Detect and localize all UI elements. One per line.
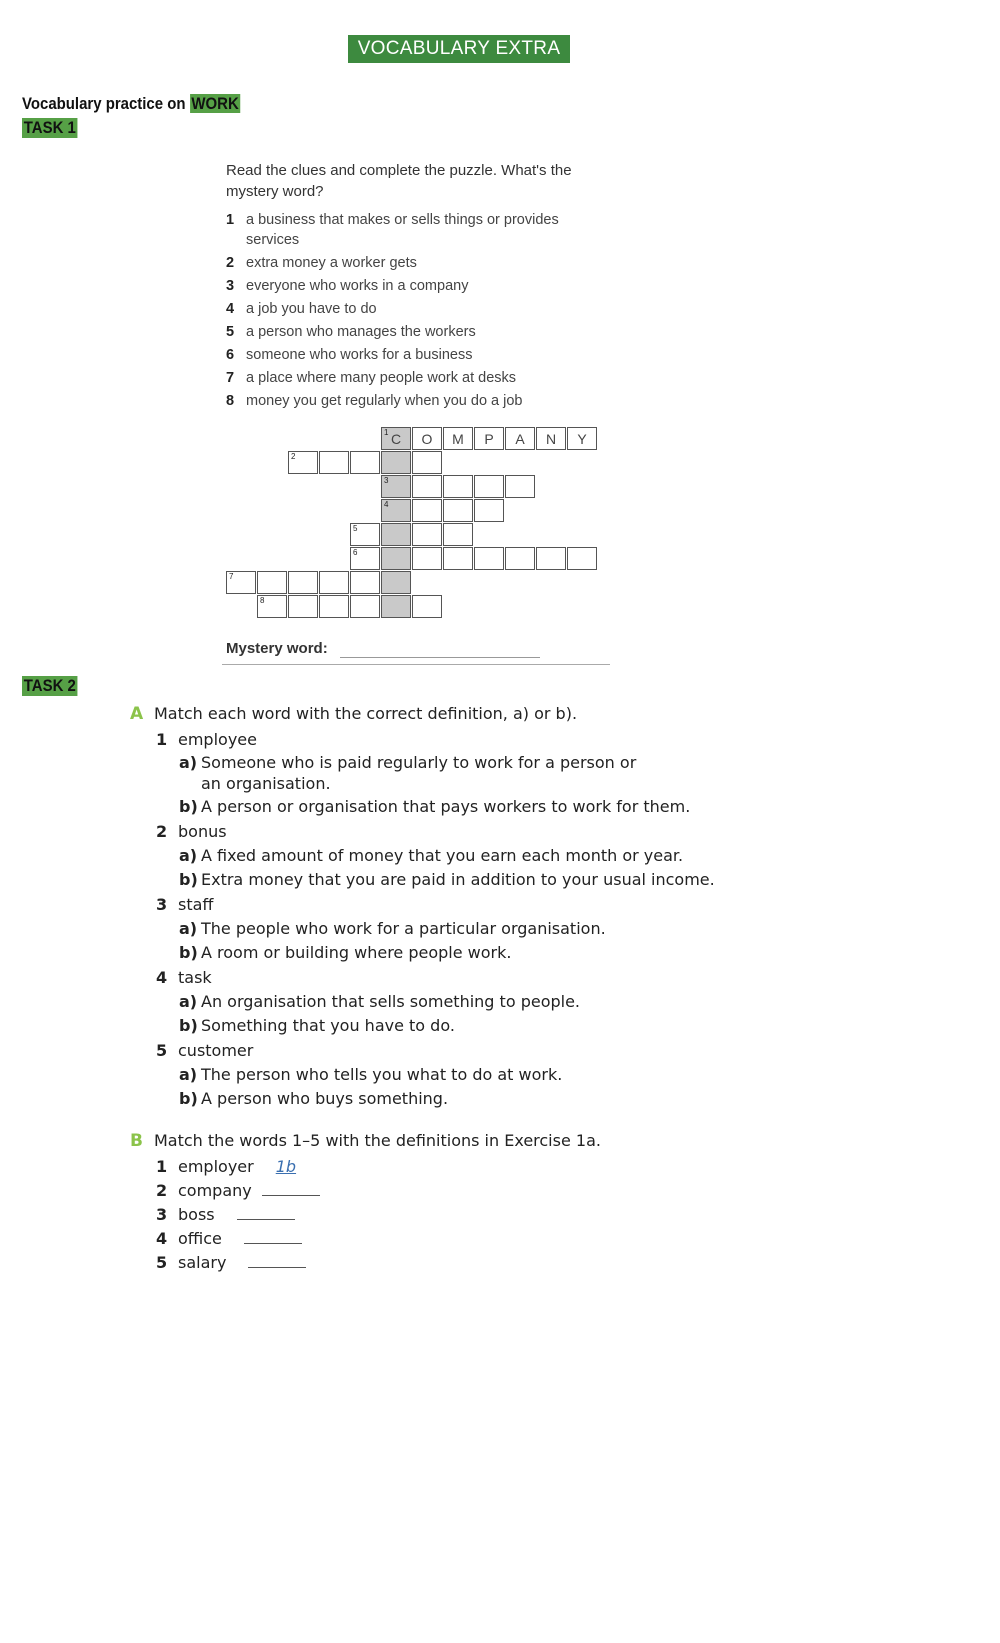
- option-label: b): [179, 870, 198, 889]
- question-number: 3: [156, 1205, 168, 1224]
- crossword-cell[interactable]: [474, 475, 504, 498]
- match-item-3: [156, 1205, 295, 1224]
- clue-text: someone who works for a business: [246, 347, 473, 363]
- crossword-cell[interactable]: [474, 547, 504, 570]
- part-b-letter: B: [130, 1131, 143, 1151]
- crossword-cell[interactable]: [381, 595, 411, 618]
- option-text: Extra money that you are paid in addition to your usual income.: [201, 870, 715, 889]
- question-3: [156, 895, 213, 914]
- question-word: task: [178, 968, 212, 987]
- crossword-cell[interactable]: [412, 547, 442, 570]
- crossword-cell[interactable]: [350, 571, 380, 594]
- crossword-cell[interactable]: [350, 547, 380, 570]
- crossword-cell[interactable]: [412, 523, 442, 546]
- puzzle-instructions: Read the clues and complete the puzzle. What's the mystery word?: [226, 162, 572, 200]
- answer-blank[interactable]: [244, 1229, 302, 1244]
- option-b[interactable]: [179, 1089, 448, 1108]
- clue-text: extra money a worker gets: [246, 255, 417, 271]
- crossword-cell[interactable]: [257, 571, 287, 594]
- crossword-cell[interactable]: [288, 595, 318, 618]
- cell-letter: P: [484, 431, 494, 447]
- question-number: 4: [156, 1229, 168, 1248]
- crossword-cell[interactable]: [474, 427, 504, 450]
- clue-8: [226, 391, 606, 411]
- question-word: customer: [178, 1041, 254, 1060]
- clue-text: a business that makes or sells things or provides services: [246, 212, 559, 248]
- crossword-cell[interactable]: [567, 547, 597, 570]
- option-a[interactable]: [179, 992, 580, 1011]
- question-word: employee: [178, 730, 257, 749]
- subtitle-prefix: Vocabulary practice on: [22, 94, 190, 113]
- clue-7: [226, 368, 606, 388]
- crossword-cell[interactable]: [412, 595, 442, 618]
- subtitle: [22, 94, 241, 114]
- question-number: 2: [156, 822, 168, 841]
- clue-number: 7: [226, 370, 235, 386]
- clue-3: [226, 276, 606, 296]
- cell-letter: A: [515, 431, 525, 447]
- clue-text: a job you have to do: [246, 301, 377, 317]
- crossword-cell[interactable]: [443, 499, 473, 522]
- crossword-cell[interactable]: [443, 547, 473, 570]
- clue-number: 2: [226, 255, 235, 271]
- cell-letter: C: [390, 431, 402, 447]
- option-b[interactable]: [179, 797, 690, 816]
- clue-2: [226, 253, 606, 273]
- crossword-cell[interactable]: [412, 451, 442, 474]
- option-text: A person who buys something.: [201, 1089, 449, 1108]
- question-number: 3: [156, 895, 168, 914]
- crossword-cell[interactable]: [319, 451, 349, 474]
- clue-text: everyone who works in a company: [246, 278, 469, 294]
- answer-blank[interactable]: [237, 1205, 295, 1220]
- clue-number-mark: 4: [384, 500, 389, 509]
- clue-number: 1: [226, 212, 235, 228]
- crossword-cell[interactable]: [412, 427, 442, 450]
- clue-number-mark: 3: [384, 476, 389, 485]
- crossword-cell[interactable]: [443, 475, 473, 498]
- task2-label: TASK 2: [23, 676, 76, 695]
- clue-number-mark: 8: [260, 596, 265, 605]
- option-label: b): [179, 1016, 198, 1035]
- clue-text: money you get regularly when you do a job: [246, 393, 523, 409]
- cell-letter: Y: [577, 431, 587, 447]
- option-text: Something that you have to do.: [201, 1016, 455, 1035]
- option-b[interactable]: [179, 1016, 455, 1035]
- cell-letter: M: [452, 431, 464, 447]
- clue-number-mark: 1: [384, 428, 389, 437]
- part-a-letter: A: [130, 704, 144, 724]
- option-text: An organisation that sells something to people.: [201, 992, 581, 1011]
- option-text: A person or organisation that pays workers to work for them.: [201, 797, 691, 816]
- question-number: 2: [156, 1181, 168, 1200]
- crossword-cell[interactable]: [412, 475, 442, 498]
- question-word: office: [178, 1229, 222, 1248]
- cell-letter: O: [421, 431, 433, 447]
- answer-blank[interactable]: [248, 1253, 306, 1268]
- clue-5: [226, 322, 606, 342]
- option-label: b): [179, 797, 198, 816]
- option-a-continued: an organisation.: [201, 774, 331, 793]
- question-word: employer: [178, 1157, 254, 1176]
- subtitle-highlight: WORK: [191, 94, 239, 113]
- crossword-cell[interactable]: [505, 427, 535, 450]
- option-a[interactable]: [179, 919, 606, 938]
- question-word: staff: [178, 895, 214, 914]
- crossword-cell[interactable]: [536, 547, 566, 570]
- mystery-word-blank[interactable]: [340, 657, 540, 658]
- match-item-4: [156, 1229, 302, 1248]
- option-text: The person who tells you what to do at work.: [201, 1065, 563, 1084]
- crossword-cell[interactable]: [319, 595, 349, 618]
- answer-blank[interactable]: [262, 1181, 320, 1196]
- option-b[interactable]: [179, 943, 511, 962]
- crossword-cell[interactable]: [505, 475, 535, 498]
- crossword-cell[interactable]: [288, 571, 318, 594]
- question-4: [156, 968, 212, 987]
- clue-number-mark: 5: [353, 524, 358, 533]
- crossword-cell[interactable]: [381, 427, 411, 450]
- crossword-cell[interactable]: [381, 523, 411, 546]
- clue-4: [226, 299, 606, 319]
- crossword-cell[interactable]: [350, 451, 380, 474]
- crossword-cell[interactable]: [319, 571, 349, 594]
- question-5: [156, 1041, 253, 1060]
- crossword-cell[interactable]: [443, 427, 473, 450]
- task1-label: TASK 1: [23, 118, 76, 137]
- clue-text: a place where many people work at desks: [246, 370, 517, 386]
- crossword-cell[interactable]: [474, 499, 504, 522]
- clue-number: 8: [226, 393, 235, 409]
- option-label: a): [179, 992, 198, 1011]
- clue-number: 5: [226, 324, 235, 340]
- part-b-heading: [130, 1131, 601, 1151]
- crossword-cell[interactable]: [381, 499, 411, 522]
- crossword-cell[interactable]: [288, 451, 318, 474]
- option-label: a): [179, 919, 198, 938]
- clue-number: 6: [226, 347, 235, 363]
- question-number: 5: [156, 1041, 168, 1060]
- clue-number: 4: [226, 301, 235, 317]
- crossword-cell[interactable]: [350, 523, 380, 546]
- crossword-cell[interactable]: [443, 523, 473, 546]
- page-title-banner: VOCABULARY EXTRA: [348, 35, 570, 63]
- part-a-heading: [130, 704, 577, 724]
- clue-number-mark: 6: [353, 548, 358, 557]
- question-number: 4: [156, 968, 168, 987]
- cell-letter: N: [545, 431, 557, 447]
- option-a[interactable]: [179, 1065, 562, 1084]
- match-item-5: [156, 1253, 306, 1272]
- question-word: salary: [178, 1253, 227, 1272]
- mystery-word-label: Mystery word:: [226, 640, 328, 657]
- crossword-cell[interactable]: [381, 451, 411, 474]
- clue-number-mark: 7: [229, 572, 234, 581]
- question-2: [156, 822, 227, 841]
- part-a-instruction: Match each word with the correct definition, a) or b).: [154, 704, 578, 723]
- clue-number: 3: [226, 278, 235, 294]
- clue-6: [226, 345, 606, 365]
- option-label: a): [179, 846, 198, 865]
- option-label: b): [179, 1089, 198, 1108]
- crossword-cell[interactable]: [257, 595, 287, 618]
- answer-field[interactable]: 1b: [275, 1157, 297, 1176]
- option-text: The people who work for a particular organisation.: [201, 919, 606, 938]
- question-number: 1: [156, 1157, 168, 1176]
- option-b[interactable]: [179, 870, 715, 889]
- clue-text: a person who manages the workers: [246, 324, 476, 340]
- question-word: bonus: [178, 822, 227, 841]
- question-1: [156, 730, 257, 749]
- puzzle-divider: [222, 664, 610, 665]
- match-item-1: [156, 1157, 296, 1176]
- crossword-cell[interactable]: [350, 595, 380, 618]
- crossword-cell[interactable]: [567, 427, 597, 450]
- question-number: 5: [156, 1253, 168, 1272]
- option-label: b): [179, 943, 198, 962]
- option-text: A room or building where people work.: [201, 943, 512, 962]
- option-text: A fixed amount of money that you earn each month or year.: [201, 846, 684, 865]
- option-a[interactable]: [179, 753, 636, 772]
- crossword-cell[interactable]: [412, 499, 442, 522]
- option-label: a): [179, 753, 198, 772]
- crossword-cell[interactable]: [536, 427, 566, 450]
- question-word: boss: [178, 1205, 215, 1224]
- crossword-cell[interactable]: [226, 571, 256, 594]
- clue-number-mark: 2: [291, 452, 296, 461]
- part-b-instruction: Match the words 1–5 with the definitions in Exercise 1a.: [154, 1131, 601, 1150]
- crossword-cell[interactable]: [505, 547, 535, 570]
- clue-1: [226, 210, 606, 250]
- option-label: a): [179, 1065, 198, 1084]
- crossword-cell[interactable]: [381, 547, 411, 570]
- question-word: company: [178, 1181, 252, 1200]
- crossword-cell[interactable]: [381, 571, 411, 594]
- option-a[interactable]: [179, 846, 683, 865]
- match-item-2: [156, 1181, 320, 1200]
- option-text: Someone who is paid regularly to work for a person or: [201, 753, 637, 772]
- question-number: 1: [156, 730, 168, 749]
- crossword-cell[interactable]: [381, 475, 411, 498]
